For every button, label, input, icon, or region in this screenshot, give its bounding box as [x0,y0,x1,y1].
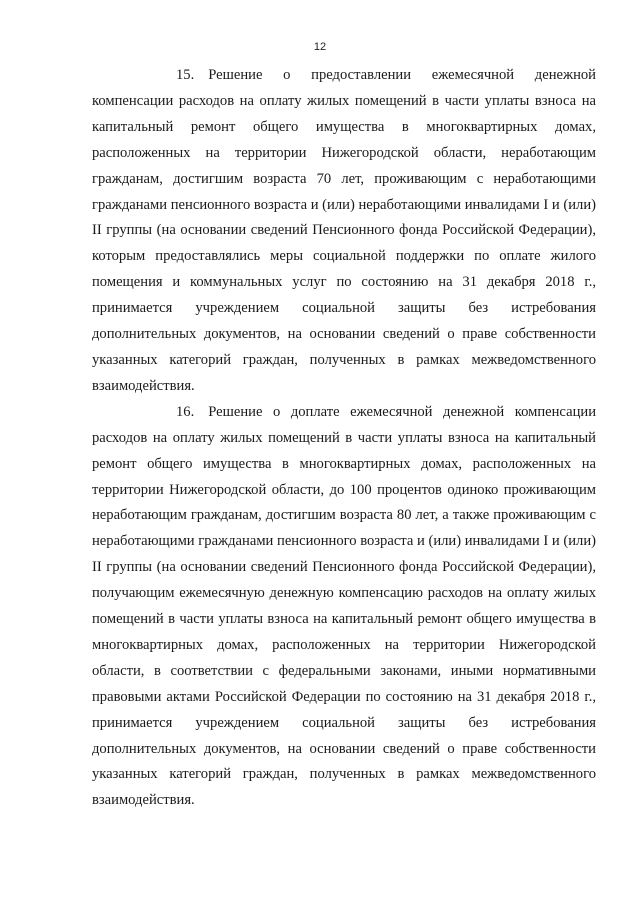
paragraph-text: Решение о предоставлении ежемесячной денежной компенсации расходов на оплату жилых помещений в части уплаты взноса на капитальный ремонт общего имущества в многоквартирных домах, расположенных на территории Нижегородской области, неработающим гражданам, достигшим возраста 70 лет, проживающим с неработающими гражданами пенсионного возраста и (или) неработающими инвалидами I и (или) II группы (на основании сведений Пенсионного фонда Российской Федерации), которым предоставлялись меры социальной поддержки по оплате жилого помещения и коммунальных услуг по состоянию на 31 декабря 2018 г., принимается учреждением социальной защиты без истребования дополнительных документов, на основании сведений о праве собственности указанных категорий граждан, полученных в рамках межведомственного взаимодействия. [92,67,596,394]
paragraph-15 [92,63,596,400]
paragraph-16 [92,400,596,815]
paragraph-number: 15. [176,67,195,83]
paragraph-number: 16. [176,403,195,420]
document-body [92,63,596,814]
paragraph-text: Решение о доплате ежемесячной денежной компенсации расходов на оплату жилых помещений в части уплаты взноса на капитальный ремонт общего имущества в многоквартирных домах, расположенных на территории Нижегородской области, до 100 процентов одиноко проживающим неработающим гражданам, достигшим возраста 80 лет, а также проживающим с неработающими гражданами пенсионного возраста и (или) инвалидами I и (или) II группы (на основании сведений Пенсионного фонда Российской Федерации), получающим ежемесячную денежную компенсацию расходов на оплату жилых помещений в части уплаты взноса на капитальный ремонт общего имущества в многоквартирных домах, расположенных на территории Нижегородской области, в соответствии с федеральными законами, иными нормативными правовыми актами Российской Федерации по состоянию на 31 декабря 2018 г., принимается учреждением социальной защиты без истребования дополнительных документов, на основании сведений о праве собственности указанных категорий граждан, полученных в рамках межведомственного взаимодействия. [92,403,596,809]
page-number: 12 [313,41,327,53]
